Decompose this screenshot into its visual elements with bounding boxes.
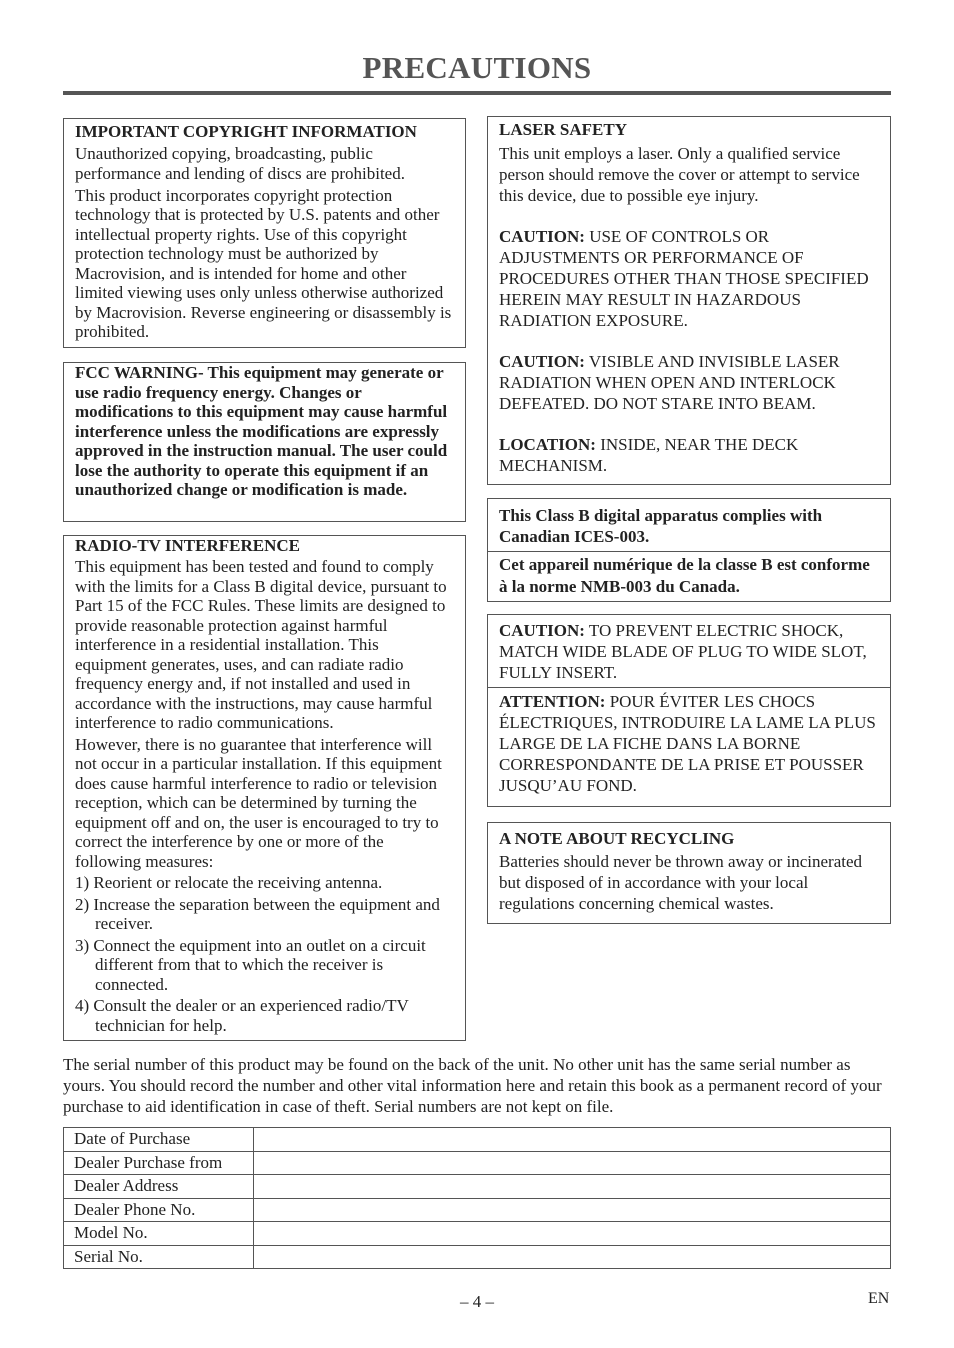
laser-caution-1 bbox=[499, 226, 879, 331]
recycling-heading: A NOTE ABOUT RECYCLING bbox=[499, 829, 735, 848]
row-value-field[interactable] bbox=[254, 1245, 891, 1269]
shock-attention bbox=[488, 687, 890, 807]
copyright-box bbox=[63, 118, 466, 348]
fcc-warning-box bbox=[63, 362, 466, 522]
caution-label: CAUTION: bbox=[499, 352, 585, 371]
row-label: Serial No. bbox=[64, 1245, 254, 1269]
copyright-heading: IMPORTANT COPYRIGHT INFORMATION bbox=[75, 122, 417, 141]
laser-safety-paragraph: This unit employs a laser. Only a qualified service person should remove the cover or attempt to service this device, due to possible eye injury. bbox=[499, 144, 860, 205]
table-row bbox=[64, 1175, 891, 1199]
location-label: LOCATION: bbox=[499, 435, 596, 454]
row-label: Dealer Purchase from bbox=[64, 1151, 254, 1175]
radio-tv-measures-list bbox=[75, 873, 454, 1035]
row-label: Date of Purchase bbox=[64, 1128, 254, 1152]
shock-attention-text bbox=[499, 691, 879, 796]
list-item: 2) Increase the separation between the equipment and receiver. bbox=[75, 894, 440, 933]
radio-tv-paragraph-1: This equipment has been tested and found to comply with the limits for a Class B digital device, pursuant to Part 15 of the FCC Rules. These limits are designed to provide reasonable protection against harmful interference in a residential installation. This equipment generates, uses, and can radiate radio frequency energy and, if not installed and used in accordance with the instructions, may cause harmful interference to radio communications. bbox=[75, 557, 447, 732]
class-b-english bbox=[488, 499, 890, 551]
laser-location bbox=[499, 434, 879, 476]
row-value-field[interactable] bbox=[254, 1175, 891, 1199]
copyright-paragraph-2: This product incorporates copyright protection technology that is protected by U.S. patents and other intellectual property rights. Use of this copyright protection technology must be authorized by Macrovision, and is intended for home and other limited viewing uses only unless otherwise authorized by Macrovision. Reverse engineering or disassembly is prohibited. bbox=[75, 185, 452, 341]
table-row bbox=[64, 1222, 891, 1246]
caution-text: TO PREVENT ELECTRIC SHOCK, MATCH WIDE BLADE OF PLUG TO WIDE SLOT, FULLY INSERT. bbox=[499, 621, 867, 682]
page-title: PRECAUTIONS bbox=[362, 50, 592, 85]
row-value-field[interactable] bbox=[254, 1198, 891, 1222]
location-text: INSIDE, NEAR THE DECK MECHANISM. bbox=[499, 435, 799, 475]
recycling-box bbox=[487, 822, 891, 924]
fcc-warning-text: FCC WARNING- This equipment may generate or use radio frequency energy. Changes or modifications to this equipment may cause harmful interference unless the modifications are expressly approved in the instruction manual. The user could lose the authority to operate this equipment if an unauthorized change or modification is made. bbox=[75, 363, 448, 499]
caution-text: VISIBLE AND INVISIBLE LASER RADIATION WHEN OPEN AND INTERLOCK DEFEATED. DO NOT STARE INTO BEAM. bbox=[499, 352, 840, 413]
serial-number-text: The serial number of this product may be found on the back of the unit. No other unit has the same serial number as yours. You should record the number and other vital information here and retain this book as a permanent record of your purchase to aid identification in case of theft. Serial numbers are not kept on file. bbox=[63, 1055, 882, 1116]
radio-tv-paragraph-2: However, there is no guarantee that interference will not occur in a particular installation. If this equipment does cause harmful interference to radio or television reception, which can be determined by turning the equipment off and on, the user is encouraged to try to correct the interference by one or more of the following measures: bbox=[75, 734, 442, 871]
row-label: Model No. bbox=[64, 1222, 254, 1246]
class-b-french-text: Cet appareil numérique de la classe B est conforme à la norme NMB-003 du Canada. bbox=[499, 555, 870, 596]
copyright-paragraph-1: Unauthorized copying, broadcasting, public performance and lending of discs are prohibited. bbox=[75, 143, 405, 183]
class-b-english-text: This Class B digital apparatus complies with Canadian ICES-003. bbox=[499, 506, 823, 546]
shock-caution bbox=[488, 615, 890, 687]
attention-text: POUR ÉVITER LES CHOCS ÉLECTRIQUES, INTRODUIRE LA LAME LA PLUS LARGE DE LA FICHE DANS LA BORNE CORRESPONDANTE DE LA PRISE ET POUSSER JUSQU’AU FOND. bbox=[499, 692, 876, 795]
laser-safety-box bbox=[487, 116, 891, 485]
laser-safety-heading: LASER SAFETY bbox=[499, 120, 628, 139]
row-value-field[interactable] bbox=[254, 1151, 891, 1175]
list-item: 1) Reorient or relocate the receiving antenna. bbox=[75, 873, 383, 892]
row-value-field[interactable] bbox=[254, 1128, 891, 1152]
caution-label: CAUTION: bbox=[499, 227, 585, 246]
attention-label: ATTENTION: bbox=[499, 692, 606, 711]
caution-text: USE OF CONTROLS OR ADJUSTMENTS OR PERFORMANCE OF PROCEDURES OTHER THAN THOSE SPECIFIED HEREIN MAY RESULT IN HAZARDOUS RADIATION EXPOSURE. bbox=[499, 227, 869, 330]
purchase-record-table bbox=[63, 1127, 891, 1269]
table-row bbox=[64, 1128, 891, 1152]
radio-tv-heading: RADIO-TV INTERFERENCE bbox=[75, 536, 300, 555]
table-row bbox=[64, 1245, 891, 1269]
row-label: Dealer Phone No. bbox=[64, 1198, 254, 1222]
language-code: EN bbox=[868, 1290, 890, 1307]
radio-tv-box bbox=[63, 535, 466, 1041]
page-number: – 4 – bbox=[460, 1292, 494, 1311]
laser-caution-2 bbox=[499, 351, 879, 414]
row-value-field[interactable] bbox=[254, 1222, 891, 1246]
list-item: 3) Connect the equipment into an outlet on a circuit different from that to which the receiver is connected. bbox=[75, 935, 426, 994]
electric-shock-box bbox=[487, 614, 891, 807]
caution-label: CAUTION: bbox=[499, 621, 585, 640]
table-row bbox=[64, 1151, 891, 1175]
shock-caution-text bbox=[499, 620, 879, 683]
table-row bbox=[64, 1198, 891, 1222]
list-item: 4) Consult the dealer or an experienced radio/TV technician for help. bbox=[75, 996, 409, 1035]
row-label: Dealer Address bbox=[64, 1175, 254, 1199]
class-b-french bbox=[488, 551, 890, 602]
title-rule bbox=[63, 91, 891, 95]
recycling-text: Batteries should never be thrown away or incinerated but disposed of in accordance with your local regulations concerning chemical wastes. bbox=[499, 852, 863, 913]
class-b-box bbox=[487, 498, 891, 602]
